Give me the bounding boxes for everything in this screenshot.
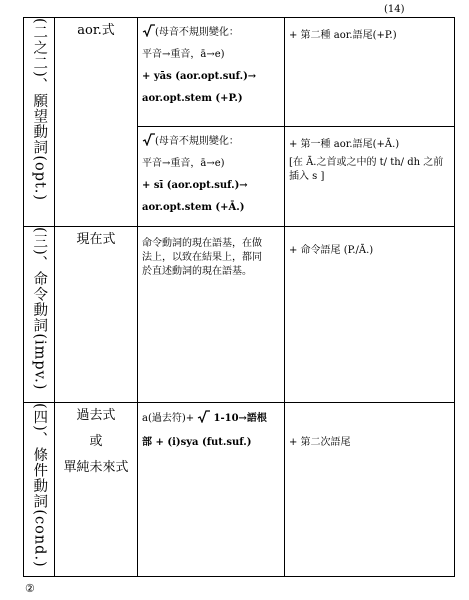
footnote-mark: ②: [25, 582, 35, 595]
formation-line: aor.opt.stem (+Ā.): [142, 202, 245, 213]
table-row: [24, 403, 455, 577]
formation-line: aor.opt.stem (+P.): [142, 93, 243, 104]
formation-cell: [138, 127, 285, 227]
section-title: (三)、命令動詞(impv.): [31, 227, 48, 391]
table-row: [24, 227, 455, 403]
mood-label: 或: [89, 434, 103, 449]
formation-cell: [138, 227, 285, 403]
formation-line: 於直述動詞的現在語基。: [142, 266, 252, 277]
mood-cell: [55, 18, 138, 227]
square-root-icon: [142, 24, 155, 37]
mood-label: aor.式: [77, 23, 115, 38]
formation-line: a(過去符)+: [142, 413, 195, 424]
formation-line: 1-10→語根: [213, 413, 267, 424]
formation-line: (母音不規則變化：: [155, 136, 239, 147]
formation-line: 平音→重音，ā→e): [142, 49, 225, 60]
suffix-text: + 命令語尾 (P./Ā.): [289, 245, 374, 256]
section-title-cell: [24, 18, 55, 227]
section-title-cell: [24, 227, 55, 403]
formation-cell: [138, 403, 285, 577]
section-title: (四)、條件動詞(cond.): [31, 403, 48, 568]
suffix-cell: [285, 18, 455, 127]
table-row: [24, 18, 455, 127]
formation-line: + sī (aor.opt.suf.)→: [142, 180, 248, 191]
suffix-text: + 第二種 aor.語尾(+P.): [289, 30, 397, 41]
suffix-note: [在 Ā.之首或之中的 t/ th/ dh 之前插入 s ]: [289, 157, 444, 182]
square-root-icon: [142, 133, 155, 146]
suffix-cell: [285, 403, 455, 577]
formation-line: 法上，以致在結果上，都同: [142, 252, 262, 263]
mood-label: 單純未來式: [63, 460, 129, 475]
section-title-cell: [24, 403, 55, 577]
suffix-text: + 第二次語尾: [289, 437, 351, 448]
square-root-icon: [197, 410, 210, 423]
suffix-cell: [285, 127, 455, 227]
formation-line: 部 + (i)sya (fut.suf.): [142, 437, 252, 448]
formation-line: 命令動詞的現在語基，在做: [142, 238, 262, 249]
formation-cell: [138, 18, 285, 127]
formation-line: + yās (aor.opt.suf.)→: [142, 71, 257, 82]
page-number: (14): [384, 4, 405, 15]
formation-line: (母音不規則變化：: [155, 27, 239, 38]
mood-cell: [55, 227, 138, 403]
grammar-table: [23, 17, 455, 577]
formation-line: 平音→重音，ā→e): [142, 158, 225, 169]
section-title: (二之二)、願望動詞(opt.): [31, 18, 48, 202]
mood-label: 現在式: [76, 232, 116, 247]
mood-label: 過去式: [76, 408, 116, 423]
suffix-text: + 第一種 aor.語尾(+Ā.): [289, 139, 400, 150]
mood-cell: [55, 403, 138, 577]
suffix-cell: [285, 227, 455, 403]
